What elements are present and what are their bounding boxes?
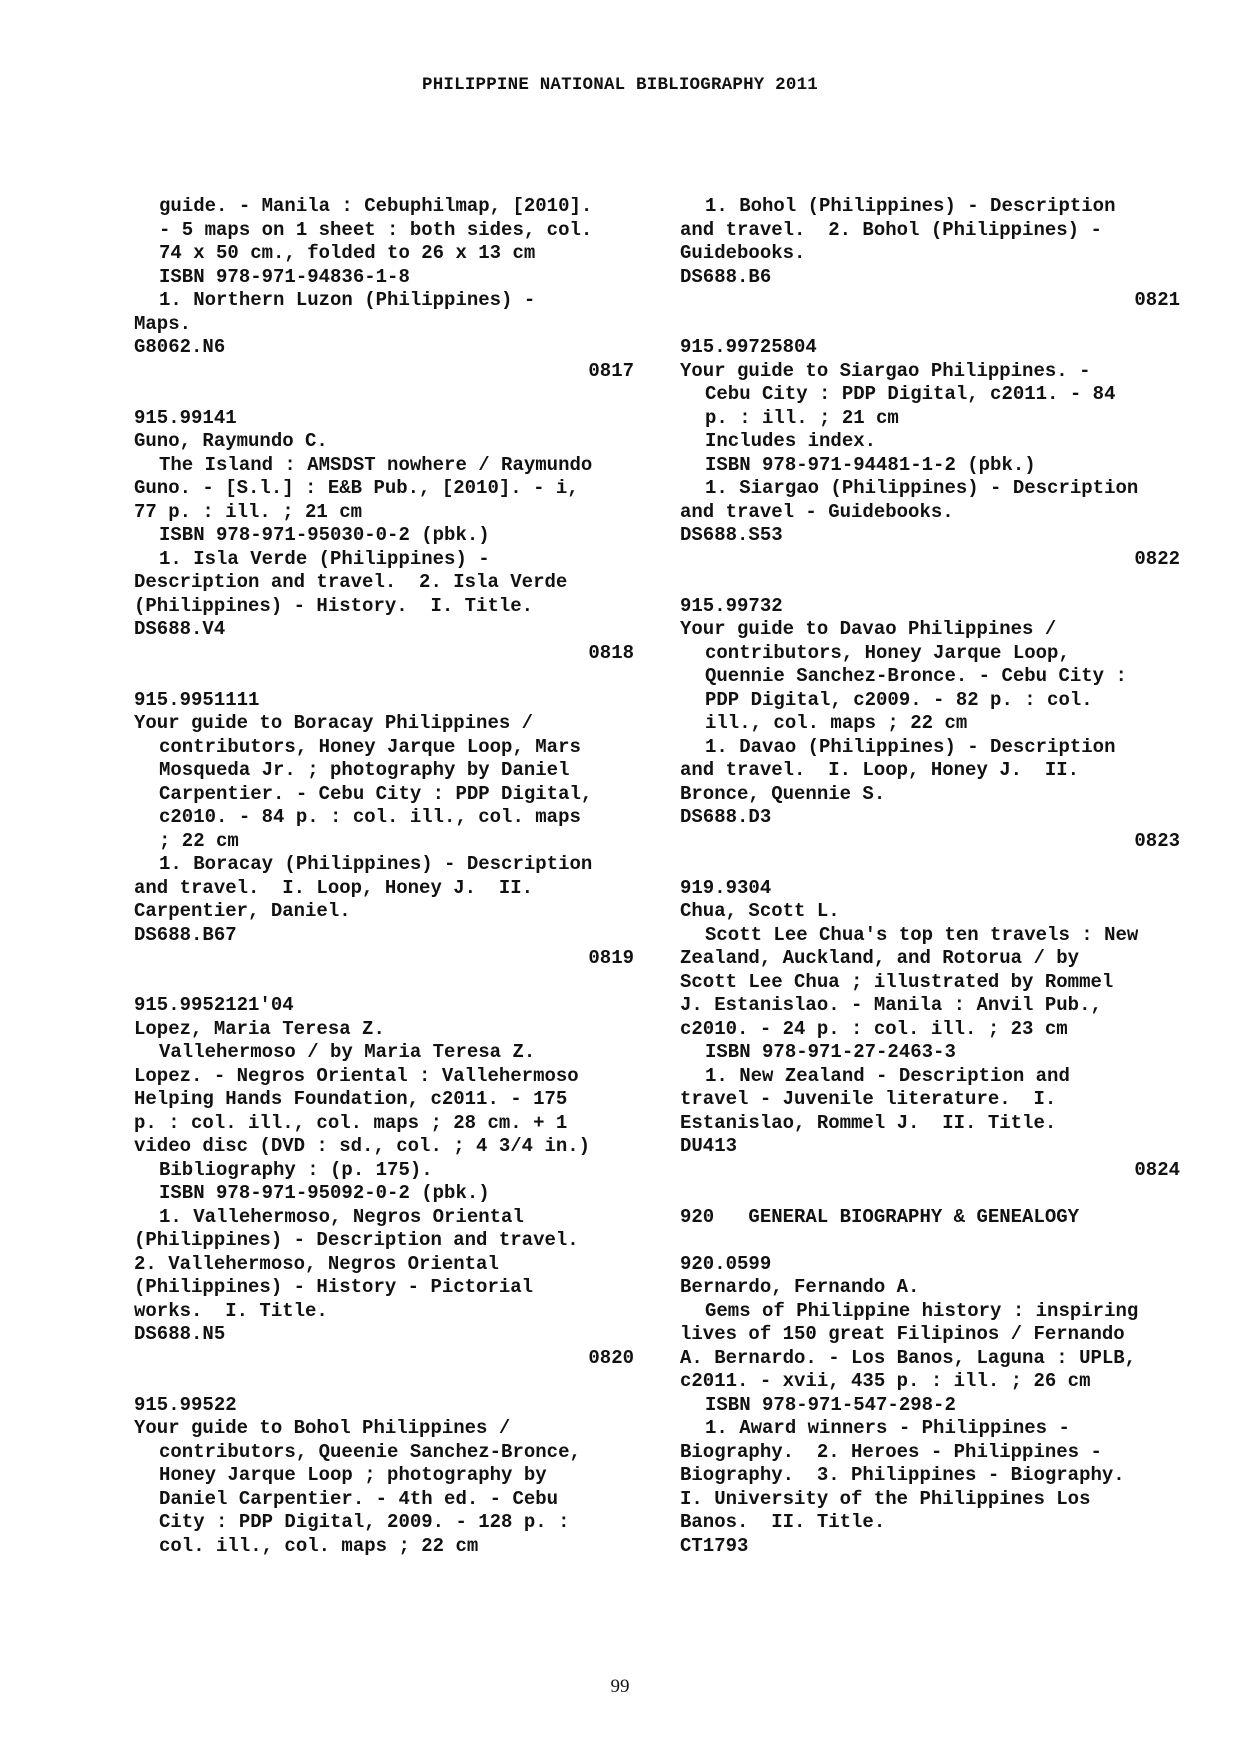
- bibliography-line: contributors, Honey Jarque Loop,: [705, 641, 1070, 664]
- bibliography-line: Includes index.: [705, 430, 877, 452]
- bibliography-line: and travel. I. Loop, Honey J. II.: [680, 759, 1080, 781]
- bibliography-line: Guno. - [S.l.] : E&B Pub., [2010]. - i,: [134, 477, 579, 499]
- bibliography-line: 915.99732: [680, 594, 783, 617]
- bibliography-line: contributors, Queenie Sanchez-Bronce,: [159, 1440, 581, 1463]
- bibliography-line: 77 p. : ill. ; 21 cm: [134, 500, 363, 523]
- bibliography-line: 915.99522: [134, 1393, 237, 1416]
- bibliography-line: Honey Jarque Loop ; photography by: [159, 1464, 547, 1486]
- entry-spacer: [680, 571, 1180, 595]
- bibliography-line: 919.9304: [680, 876, 772, 899]
- entry-spacer: [680, 1229, 1180, 1253]
- entry-number: 0819: [588, 947, 634, 969]
- bibliography-line: Biography. 2. Heroes - Philippines -: [680, 1440, 1102, 1463]
- bibliography-line: p. : col. ill., col. maps ; 28 cm. + 1: [134, 1111, 568, 1134]
- bibliography-line: ; 22 cm: [159, 829, 239, 852]
- entry-number: 0822: [1134, 547, 1180, 570]
- bibliography-line: Your guide to Bohol Philippines /: [134, 1417, 511, 1439]
- bibliography-line: video disc (DVD : sd., col. ; 4 3/4 in.): [134, 1135, 591, 1157]
- bibliography-line: Carpentier, Daniel.: [134, 900, 351, 922]
- bibliography-line: 915.99725804: [680, 336, 817, 358]
- bibliography-line: Quennie Sanchez-Bronce. - Cebu City :: [705, 665, 1127, 687]
- bibliography-line: Maps.: [134, 312, 192, 335]
- bibliography-line: DS688.V4: [134, 618, 226, 640]
- bibliography-line: DU413: [680, 1135, 738, 1157]
- bibliography-line: Guno, Raymundo C.: [134, 430, 328, 452]
- bibliography-line: Zealand, Auckland, and Rotorua / by: [680, 947, 1080, 969]
- bibliography-line: travel - Juvenile literature. I.: [680, 1088, 1057, 1110]
- bibliography-line: ISBN 978-971-94481-1-2 (pbk.): [705, 453, 1036, 476]
- bibliography-line: Carpentier. - Cebu City : PDP Digital,: [159, 782, 593, 805]
- bibliography-line: c2010. - 24 p. : col. ill. ; 23 cm: [680, 1017, 1068, 1040]
- bibliography-line: Scott Lee Chua's top ten travels : New: [705, 923, 1139, 946]
- bibliography-line: J. Estanislao. - Manila : Anvil Pub.,: [680, 994, 1102, 1016]
- bibliography-line: 1. Davao (Philippines) - Description: [705, 735, 1116, 758]
- bibliography-line: The Island : AMSDST nowhere / Raymundo: [159, 453, 593, 476]
- bibliography-line: Gems of Philippine history : inspiring: [705, 1299, 1139, 1322]
- bibliography-line: lives of 150 great Filipinos / Fernando: [680, 1323, 1125, 1345]
- bibliography-line: ISBN 978-971-547-298-2: [705, 1393, 956, 1416]
- entry-number: 0820: [588, 1346, 634, 1369]
- bibliography-line: City : PDP Digital, 2009. - 128 p. :: [159, 1511, 570, 1533]
- bibliography-line: 74 x 50 cm., folded to 26 x 13 cm: [159, 242, 536, 264]
- bibliography-line: Bibliography : (p. 175).: [159, 1158, 433, 1181]
- entry-number: 0817: [588, 359, 634, 382]
- page-number: 99: [610, 1676, 630, 1697]
- entry-spacer: [680, 853, 1180, 877]
- bibliography-line: I. University of the Philippines Los: [680, 1487, 1091, 1510]
- bibliography-line: Estanislao, Rommel J. II. Title.: [680, 1111, 1057, 1134]
- bibliography-line: Lopez, Maria Teresa Z.: [134, 1017, 385, 1040]
- left-column: [134, 195, 634, 1558]
- bibliography-line: Bernardo, Fernando A.: [680, 1276, 920, 1298]
- entry-number: 0818: [588, 641, 634, 664]
- entry-number: 0821: [1134, 289, 1180, 311]
- bibliography-line: PDP Digital, c2009. - 82 p. : col.: [705, 688, 1093, 711]
- bibliography-line: guide. - Manila : Cebuphilmap, [2010].: [159, 195, 593, 217]
- bibliography-line: (Philippines) - Description and travel.: [134, 1229, 579, 1251]
- bibliography-line: works. I. Title.: [134, 1299, 328, 1322]
- bibliography-line: 1. Bohol (Philippines) - Description: [705, 195, 1116, 217]
- entry-number: 0824: [1134, 1158, 1180, 1181]
- bibliography-line: 915.99141: [134, 406, 237, 429]
- bibliography-line: and travel - Guidebooks.: [680, 500, 954, 523]
- bibliography-line: Your guide to Siargao Philippines. -: [680, 359, 1091, 382]
- bibliography-line: ISBN 978-971-94836-1-8: [159, 265, 410, 288]
- entry-spacer: [680, 313, 1180, 337]
- bibliography-line: 1. Boracay (Philippines) - Description: [159, 853, 593, 875]
- bibliography-line: (Philippines) - History - Pictorial: [134, 1276, 534, 1298]
- bibliography-line: 920.0599: [680, 1252, 772, 1275]
- bibliography-line: 915.9952121'04: [134, 994, 294, 1016]
- right-column: [680, 195, 1180, 1558]
- bibliography-line: Bronce, Quennie S.: [680, 782, 886, 805]
- bibliography-line: DS688.N5: [134, 1323, 226, 1345]
- entry-number: 0823: [1134, 829, 1180, 852]
- entry-spacer: [134, 1370, 634, 1394]
- bibliography-line: 1. Northern Luzon (Philippines) -: [159, 289, 536, 311]
- bibliography-line: DS688.B67: [134, 923, 237, 946]
- bibliography-line: 1. Isla Verde (Philippines) -: [159, 547, 490, 570]
- entry-spacer: [680, 1182, 1180, 1206]
- bibliography-line: 1. New Zealand - Description and: [705, 1064, 1070, 1087]
- bibliography-line: 915.9951111: [134, 688, 260, 711]
- bibliography-line: ISBN 978-971-27-2463-3: [705, 1041, 956, 1063]
- bibliography-line: Biography. 3. Philippines - Biography.: [680, 1464, 1125, 1486]
- bibliography-line: DS688.B6: [680, 265, 772, 288]
- bibliography-line: - 5 maps on 1 sheet : both sides, col.: [159, 218, 593, 241]
- bibliography-line: Guidebooks.: [680, 242, 806, 264]
- entry-spacer: [134, 971, 634, 995]
- bibliography-line: Mosqueda Jr. ; photography by Daniel: [159, 759, 570, 781]
- bibliography-line: Scott Lee Chua ; illustrated by Rommel: [680, 970, 1114, 993]
- bibliography-line: Helping Hands Foundation, c2011. - 175: [134, 1088, 568, 1110]
- bibliography-line: ISBN 978-971-95092-0-2 (pbk.): [159, 1182, 490, 1204]
- bibliography-line: contributors, Honey Jarque Loop, Mars: [159, 735, 581, 758]
- page-header-title: PHILIPPINE NATIONAL BIBLIOGRAPHY 2011: [422, 75, 818, 95]
- bibliography-line: Your guide to Boracay Philippines /: [134, 712, 534, 734]
- bibliography-line: G8062.N6: [134, 336, 226, 358]
- bibliography-line: 1. Siargao (Philippines) - Description: [705, 477, 1139, 499]
- bibliography-line: Daniel Carpentier. - 4th ed. - Cebu: [159, 1487, 559, 1510]
- bibliography-line: Your guide to Davao Philippines /: [680, 618, 1057, 640]
- bibliography-line: (Philippines) - History. I. Title.: [134, 594, 534, 617]
- bibliography-line: Cebu City : PDP Digital, c2011. - 84: [705, 383, 1116, 405]
- bibliography-line: and travel. I. Loop, Honey J. II.: [134, 876, 534, 899]
- bibliography-line: ill., col. maps ; 22 cm: [705, 712, 968, 734]
- bibliography-line: Lopez. - Negros Oriental : Vallehermoso: [134, 1064, 579, 1087]
- bibliography-line: A. Bernardo. - Los Banos, Laguna : UPLB,: [680, 1346, 1137, 1369]
- bibliography-line: 1. Award winners - Philippines -: [705, 1417, 1070, 1439]
- entry-spacer: [134, 383, 634, 407]
- bibliography-line: 2. Vallehermoso, Negros Oriental: [134, 1252, 499, 1275]
- bibliography-line: c2011. - xvii, 435 p. : ill. ; 26 cm: [680, 1370, 1091, 1392]
- bibliography-line: col. ill., col. maps ; 22 cm: [159, 1534, 479, 1557]
- bibliography-line: Banos. II. Title.: [680, 1511, 886, 1533]
- bibliography-line: c2010. - 84 p. : col. ill., col. maps: [159, 806, 581, 828]
- bibliography-line: p. : ill. ; 21 cm: [705, 406, 899, 429]
- bibliography-line: and travel. 2. Bohol (Philippines) -: [680, 218, 1102, 241]
- entry-spacer: [134, 665, 634, 689]
- bibliography-line: Vallehermoso / by Maria Teresa Z.: [159, 1041, 536, 1063]
- bibliography-line: 920 GENERAL BIOGRAPHY & GENEALOGY: [680, 1205, 1080, 1228]
- bibliography-line: Chua, Scott L.: [680, 900, 840, 922]
- bibliography-line: ISBN 978-971-95030-0-2 (pbk.): [159, 524, 490, 546]
- bibliography-line: DS688.D3: [680, 806, 772, 828]
- bibliography-line: Description and travel. 2. Isla Verde: [134, 571, 568, 593]
- bibliography-line: 1. Vallehermoso, Negros Oriental: [159, 1205, 524, 1228]
- bibliography-line: CT1793: [680, 1534, 749, 1557]
- bibliography-line: DS688.S53: [680, 524, 783, 546]
